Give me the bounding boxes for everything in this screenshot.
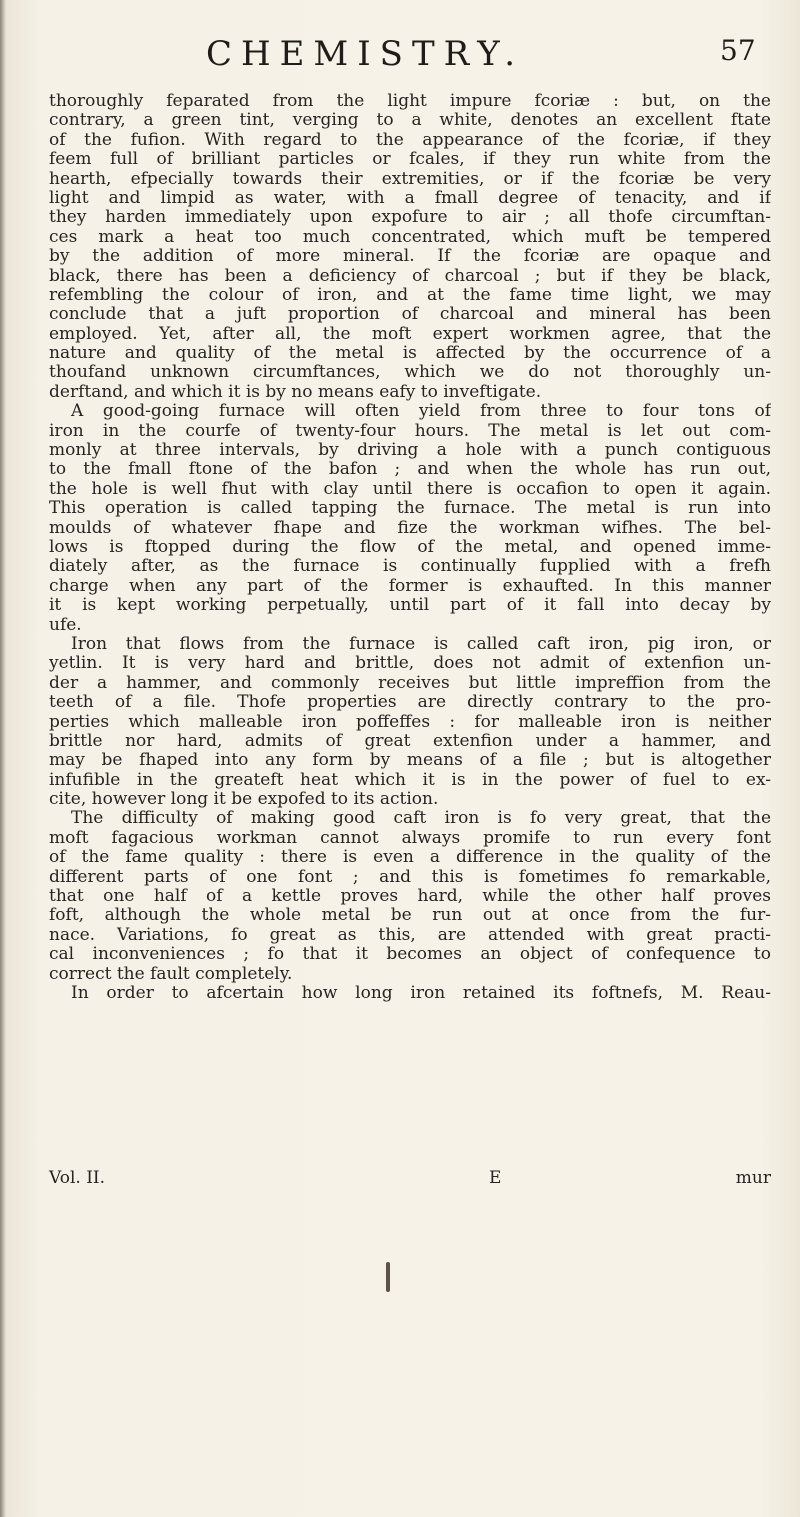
text-line: cite, however long it be expofed to its action. [49, 790, 439, 810]
text-line: ufe. [49, 615, 82, 635]
text-line: conclude that a juft proportion of charcoal and mineral has been [49, 305, 771, 325]
text-line: it is kept working perpetually, until part of it fall into decay by [49, 596, 771, 616]
text-line: hearth, efpecially towards their extremities, or if the fcoriæ be very [49, 169, 771, 189]
text-line: feem full of brilliant particles or fcales, if they run white from the [49, 150, 771, 170]
signature-mark: E [489, 1168, 502, 1188]
page-footer [49, 1168, 771, 1190]
text-line: black, there has been a deficiency of charcoal ; but if they be black, [49, 266, 771, 286]
page-number: 57 [720, 34, 756, 67]
body-text [49, 92, 771, 1003]
text-line: iron in the courfe of twenty-four hours. The metal is let out com- [49, 421, 771, 441]
text-line: to the fmall ftone of the bafon ; and when the whole has run out, [49, 460, 771, 480]
text-line: moulds of whatever fhape and fize the workman wifhes. The bel- [49, 518, 771, 538]
text-line: thoufand unknown circumftances, which we do not thoroughly un- [49, 363, 771, 383]
text-line: perties which malleable iron poffeffes : for malleable iron is neither [49, 712, 771, 732]
text-line: lows is ftopped during the flow of the metal, and opened imme- [49, 537, 771, 557]
text-line: Iron that flows from the furnace is called caft iron, pig iron, or [71, 634, 771, 654]
text-line: infufible in the greateft heat which it is in the power of fuel to ex- [49, 770, 771, 790]
text-line: correct the fault completely. [49, 964, 293, 984]
text-line: teeth of a file. Thofe properties are directly contrary to the pro- [49, 693, 771, 713]
text-line: der a hammer, and commonly receives but little impreffion from the [49, 673, 771, 693]
text-line: foft, although the whole metal be run out at once from the fur- [49, 906, 771, 926]
gutter-shadow [0, 0, 6, 1517]
text-line: of the fame quality : there is even a difference in the quality of the [49, 848, 771, 868]
ink-mark [386, 1262, 390, 1292]
text-line: derftand, and which it is by no means eafy to inveftigate. [49, 382, 542, 402]
text-line: light and limpid as water, with a fmall degree of tenacity, and if [49, 188, 771, 208]
text-line: nace. Variations, fo great as this, are attended with great practi- [49, 925, 771, 945]
text-line: employed. Yet, after all, the moft expert workmen agree, that the [49, 324, 771, 344]
text-line: thoroughly feparated from the light impure fcoriæ : but, on the [49, 92, 771, 111]
text-line: yetlin. It is very hard and brittle, does not admit of extenfion un- [49, 654, 771, 674]
text-line: moft fagacious workman cannot always promife to run every font [49, 828, 771, 848]
text-line: of the fufion. With regard to the appearance of the fcoriæ, if they [49, 130, 771, 150]
running-head-title: CHEMISTRY. [205, 34, 525, 74]
running-head [0, 34, 800, 74]
catchword: mur [735, 1168, 771, 1188]
text-line: the hole is well fhut with clay until there is occafion to open it again. [49, 479, 771, 499]
text-line: The difficulty of making good caft iron is fo very great, that the [71, 809, 771, 829]
text-line: by the addition of more mineral. If the fcoriæ are opaque and [49, 247, 771, 267]
text-line: A good-going furnace will often yield from three to four tons of [71, 402, 771, 422]
text-line: charge when any part of the former is exhaufted. In this manner [49, 576, 771, 596]
text-line: This operation is called tapping the furnace. The metal is run into [49, 499, 771, 519]
text-line: ces mark a heat too much concentrated, which muft be tempered [49, 227, 771, 247]
volume-label: Vol. II. [49, 1168, 106, 1188]
text-line: different parts of one font ; and this is fometimes fo remarkable, [49, 867, 771, 887]
text-line: that one half of a kettle proves hard, while the other half proves [49, 887, 771, 907]
text-line: cal inconveniences ; fo that it becomes an object of confequence to [49, 945, 771, 965]
text-line: contrary, a green tint, verging to a white, denotes an excellent ftate [49, 111, 771, 131]
text-line: In order to afcertain how long iron retained its foftnefs, M. Reau- [71, 983, 771, 1003]
text-line: brittle nor hard, admits of great extenfion under a hammer, and [49, 731, 771, 751]
text-line: nature and quality of the metal is affected by the occurrence of a [49, 344, 771, 364]
text-line: may be fhaped into any form by means of a file ; but is altogether [49, 751, 771, 771]
text-line: monly at three intervals, by driving a hole with a punch contiguous [49, 441, 771, 461]
text-line: diately after, as the furnace is continually fupplied with a frefh [49, 557, 771, 577]
text-line: refembling the colour of iron, and at the fame time light, we may [49, 285, 771, 305]
text-line: they harden immediately upon expofure to air ; all thofe circumftan- [49, 208, 771, 228]
